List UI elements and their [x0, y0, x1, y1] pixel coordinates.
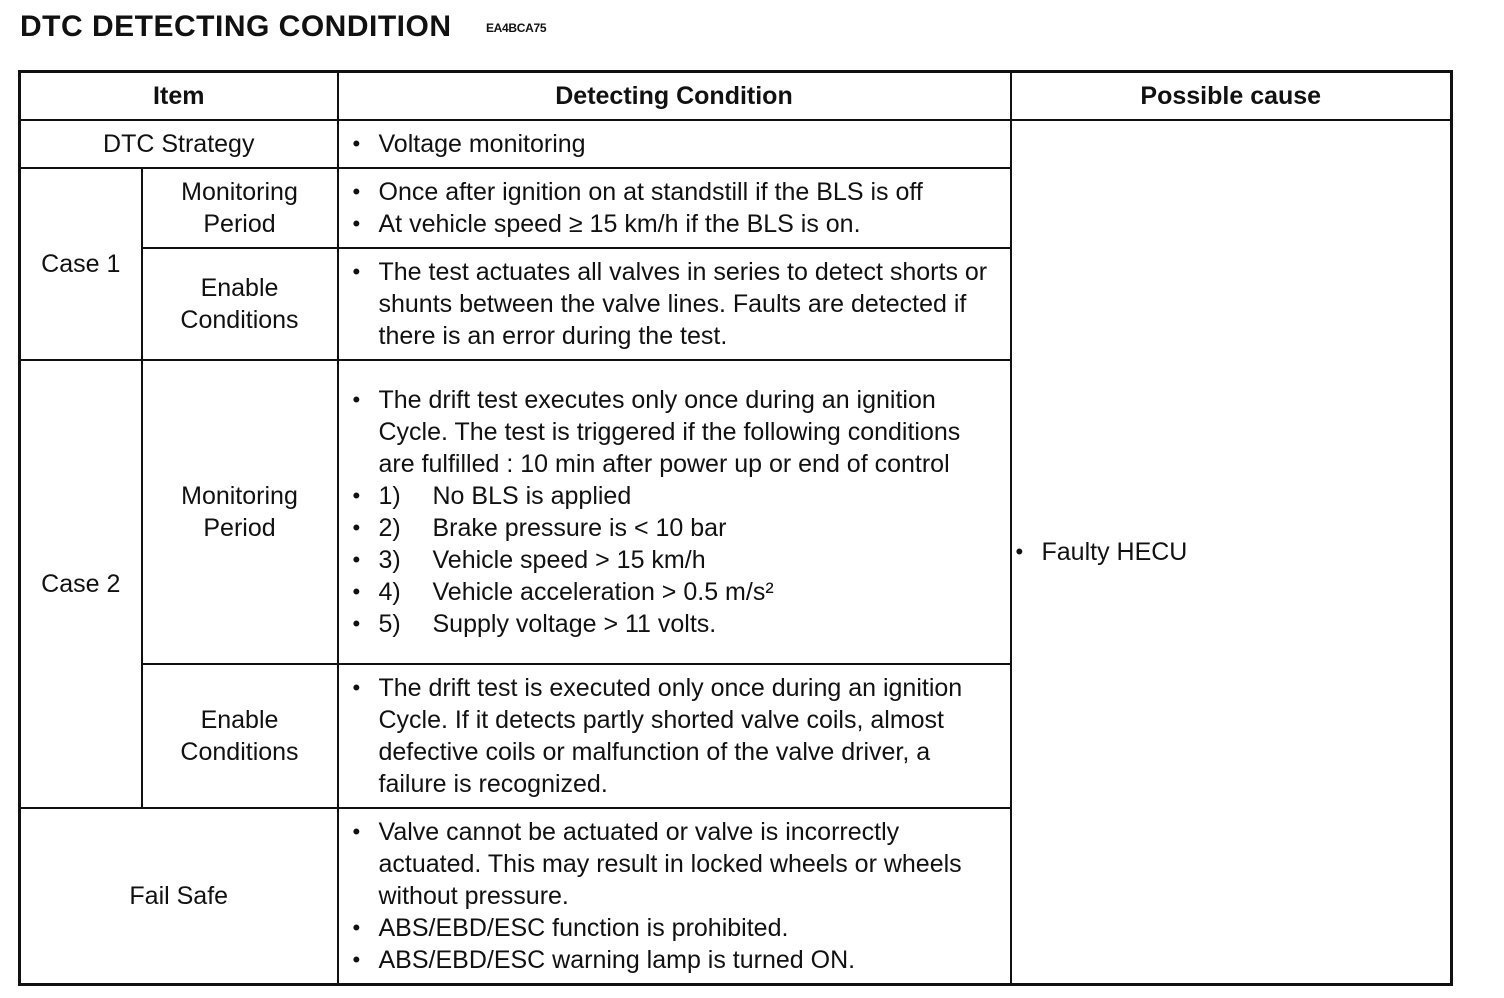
list-item: [379, 384, 1002, 640]
list-item: • Voltage monitoring: [379, 128, 1002, 160]
case2-monitoring-label: [142, 360, 338, 664]
condition-list: [379, 480, 1002, 640]
item-number: • 1): [378, 482, 401, 510]
item-text: Brake pressure is < 10 bar: [432, 514, 727, 542]
label-line: Enable: [200, 706, 279, 734]
list-item: • ABS/EBD/ESC warning lamp is turned ON.: [379, 944, 1002, 976]
label-line: Monitoring: [181, 482, 298, 510]
label-line: Conditions: [180, 306, 299, 334]
numbered-item: [379, 480, 1002, 512]
item-number: • 5): [378, 610, 401, 638]
page-title: DTC DETECTING CONDITION: [20, 10, 452, 43]
table-row-strategy: [20, 120, 1452, 168]
case1-enable-label: [142, 248, 338, 360]
label-line: Enable: [200, 274, 279, 302]
intro-text: • The drift test executes only once during an ignition Cycle. The test is triggered if the following conditions are fulfilled : 10 min after power up or end of control: [378, 386, 961, 478]
numbered-item: [379, 544, 1002, 576]
list-item: • Once after ignition on at standstill if the BLS is off: [379, 176, 1002, 208]
header: [20, 10, 546, 44]
list-item: • The test actuates all valves in series to detect shorts or shunts between the valve lines. Faults are detected if there is an error during the test.: [379, 256, 1002, 352]
failsafe-label: Fail Safe: [20, 808, 338, 985]
item-number: • 2): [378, 514, 401, 542]
list-item: • The drift test is executed only once during an ignition Cycle. If it detects partly shorted valve coils, almost defective coils or malfunction of the valve driver, a failure is recognized.: [379, 672, 1002, 800]
reference-code: EA4BCA75: [485, 21, 547, 35]
header-cause: Possible cause: [1011, 72, 1452, 121]
item-text: Vehicle acceleration > 0.5 m/s²: [432, 578, 774, 606]
dtc-table: [18, 70, 1453, 986]
case2-enable-condition: [338, 664, 1011, 808]
label-line: Period: [203, 210, 276, 238]
list-item: • ABS/EBD/ESC function is prohibited.: [379, 912, 1002, 944]
list-item: • Valve cannot be actuated or valve is incorrectly actuated. This may result in locked wheels or wheels without pressure.: [379, 816, 1002, 912]
case2-label: Case 2: [20, 360, 142, 808]
cause-item: • Faulty HECU: [1042, 536, 1443, 568]
header-item: Item: [20, 72, 338, 121]
numbered-item: [379, 608, 1002, 640]
label-line: Conditions: [180, 738, 299, 766]
numbered-item: [379, 576, 1002, 608]
possible-cause-cell: [1011, 120, 1452, 985]
strategy-condition: [338, 120, 1011, 168]
case1-enable-condition: [338, 248, 1011, 360]
case2-monitoring-condition: [338, 360, 1011, 664]
strategy-label: DTC Strategy: [20, 120, 338, 168]
case1-monitoring-label: [142, 168, 338, 248]
table-header-row: [20, 72, 1452, 121]
label-line: Monitoring: [181, 178, 298, 206]
item-number: • 4): [378, 578, 401, 606]
numbered-item: [379, 512, 1002, 544]
header-condition: Detecting Condition: [338, 72, 1011, 121]
item-text: Supply voltage > 11 volts.: [432, 610, 717, 638]
case1-label: Case 1: [20, 168, 142, 360]
case2-enable-label: [142, 664, 338, 808]
case1-monitoring-condition: [338, 168, 1011, 248]
failsafe-condition: [338, 808, 1011, 985]
item-number: • 3): [378, 546, 401, 574]
item-text: Vehicle speed > 15 km/h: [432, 546, 706, 574]
item-text: No BLS is applied: [432, 482, 632, 510]
list-item: • At vehicle speed ≥ 15 km/h if the BLS is on.: [379, 208, 1002, 240]
label-line: Period: [203, 514, 276, 542]
